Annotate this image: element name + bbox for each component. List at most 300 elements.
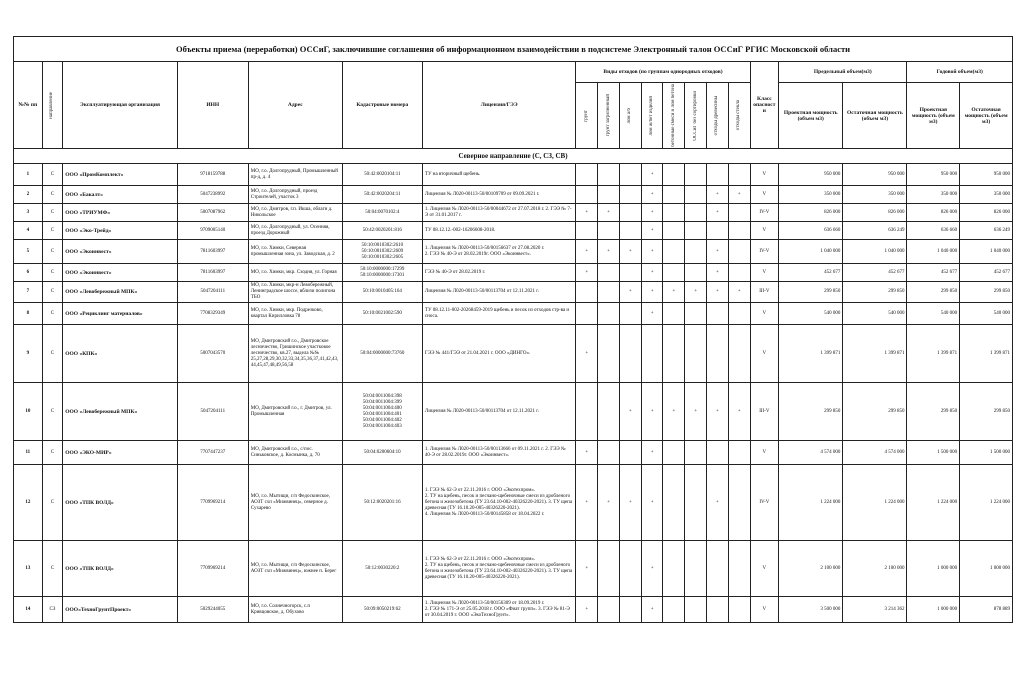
row-waste-mark — [685, 264, 707, 282]
header-waste-col — [728, 83, 750, 149]
header-remaining-max: Остаточная мощность (объем м3) — [843, 83, 907, 149]
row-cadastral: 50:10:0010302:2610 50:10:0010302:2609 50:10:0010302:2605 — [342, 240, 422, 264]
row-hazard-class: V — [750, 264, 779, 282]
row-waste-mark: + — [707, 465, 729, 541]
row-waste-mark — [619, 264, 641, 282]
document-title: Объекты приема (переработки) ОССиГ, заключившие соглашения об информационном взаимодействии в подсистеме Электронный талон ОССиГ РГИС Московской области — [14, 37, 1013, 62]
row-cadastral: 50:42:0020201:816 — [342, 222, 422, 240]
row-number: 8 — [14, 303, 43, 325]
row-organization: ООО «ПромКомплект» — [63, 164, 178, 186]
waste-col-label: отходы древесины — [714, 95, 720, 136]
row-cadastral: 50:04:0000000:73760 — [342, 325, 422, 383]
row-waste-mark — [598, 303, 620, 325]
row-remaining-annual: 350 000 — [960, 186, 1013, 204]
row-organization: ООО «Левобережный МПК» — [63, 383, 178, 441]
row-design-annual: 350 000 — [907, 186, 960, 204]
row-remaining-max: 3 214 362 — [843, 597, 907, 623]
row-waste-mark — [685, 164, 707, 186]
row-inn: 7811603997 — [177, 240, 248, 264]
table-row — [14, 186, 1013, 204]
waste-col-label: грунт — [583, 109, 589, 122]
row-waste-mark — [619, 204, 641, 222]
row-waste-mark: + — [641, 164, 663, 186]
row-remaining-max: 826 000 — [843, 204, 907, 222]
row-design-annual: 299 850 — [907, 282, 960, 303]
row-inn: 5007087962 — [177, 204, 248, 222]
row-waste-mark: + — [619, 465, 641, 541]
row-direction: С — [42, 541, 63, 597]
row-address: МО, г.о. Мытищи, с/п Федоскинское, АОЗТ схп «Мижвинец», северное д. Сухарево — [248, 465, 342, 541]
row-waste-mark — [707, 597, 729, 623]
row-number: 2 — [14, 186, 43, 204]
row-waste-mark — [685, 441, 707, 465]
row-waste-mark — [685, 240, 707, 264]
row-design-annual: 1 040 000 — [907, 240, 960, 264]
header-waste-col — [576, 83, 598, 149]
document-sheet — [13, 36, 1013, 623]
row-hazard-class: V — [750, 164, 779, 186]
row-waste-mark — [598, 164, 620, 186]
row-license: ТУ 08.12.12.-002-16206608-2018. — [422, 222, 576, 240]
row-number: 6 — [14, 264, 43, 282]
row-design-max: 1 224 000 — [779, 465, 843, 541]
row-waste-mark — [598, 264, 620, 282]
row-inn: 5047238992 — [177, 186, 248, 204]
row-license: Лицензия № Л020-00113-50/00109709 от 09.09.2021 г. — [422, 186, 576, 204]
row-waste-mark — [685, 541, 707, 597]
row-waste-mark: + — [619, 282, 641, 303]
row-address: МО, г.о. Химки, мкр-н Левобережный, Ленинградское шоссе, вблизи полигона ТБО — [248, 282, 342, 303]
row-address: МО, г.о. Дмитров, г.п. Икша, облаги д. Никольское — [248, 204, 342, 222]
row-waste-mark: + — [576, 325, 598, 383]
row-waste-mark — [641, 325, 663, 383]
row-waste-mark — [598, 541, 620, 597]
row-waste-mark — [576, 303, 598, 325]
row-address: МО, г.о. Долгопрудный, Промышленный пр-д, д. 4 — [248, 164, 342, 186]
row-hazard-class: V — [750, 597, 779, 623]
row-waste-mark: + — [685, 383, 707, 441]
row-waste-mark — [728, 264, 750, 282]
row-waste-mark: + — [707, 264, 729, 282]
row-license: 1. ГЭЭ № 62-Э от 22.11.2016 г. ООО «Экотехпром». 2. ТУ на щебень, песок и песчано-щебеночные смеси из дробленого бетона и железобетона (ТУ 23.64.10-002-40326220-2021). 3. ТУ щепа древесная (ТУ 16.10.20-005-40326220-2021). — [422, 541, 576, 597]
row-license: Лицензия № Л020-00113-50/00113704 от 12.11.2021 г. — [422, 383, 576, 441]
row-inn: 7709969214 — [177, 465, 248, 541]
row-number: 12 — [14, 465, 43, 541]
row-remaining-max: 299 850 — [843, 383, 907, 441]
table-row — [14, 441, 1013, 465]
row-address: МО, Дмитровский г.о., Дмитровское лесничество, Гришинское участковое лесничество, кв.27, выдела №№ 25,27,28,29,30,32,33,34,35,36,37,41,42,43,44,45,47,48,49,56,58 — [248, 325, 342, 383]
row-remaining-max: 4 574 000 — [843, 441, 907, 465]
header-waste-col — [685, 83, 707, 149]
header-license: Лицензия/ГЭЭ — [422, 62, 576, 149]
row-hazard-class: V — [750, 303, 779, 325]
row-number: 4 — [14, 222, 43, 240]
row-cadastral: 50:09:0050219:62 — [342, 597, 422, 623]
row-address: МО, г.о. Химки, мкр. Сходня, ул. Горная — [248, 264, 342, 282]
row-waste-mark — [619, 441, 641, 465]
row-waste-mark — [728, 164, 750, 186]
row-design-max: 4 574 000 — [779, 441, 843, 465]
row-waste-mark: + — [641, 597, 663, 623]
row-waste-mark: + — [576, 204, 598, 222]
header-hazard: Класс опасности — [750, 62, 779, 149]
row-direction: С — [42, 282, 63, 303]
row-waste-mark: + — [598, 465, 620, 541]
row-license: 1. Лицензия № Л020-00113-50/00156309 от 18.09.2019 г. 2. ГЭЭ № 171-Э от 25.05.2018 г. ООО «Фиат групп». 3. ГЭЭ № 81-Э от 30.04.2019 г. ООО «ЭкоТехноГрунт». — [422, 597, 576, 623]
row-number: 11 — [14, 441, 43, 465]
row-design-annual: 452 677 — [907, 264, 960, 282]
header-direction-label: направление — [49, 91, 55, 119]
row-organization: ООО «Рециклинг материалов» — [63, 303, 178, 325]
row-organization: ООО «Экоинвест» — [63, 264, 178, 282]
row-waste-mark: + — [641, 282, 663, 303]
row-license: 1. ГЭЭ № 62-Э от 22.11.2016 г. ООО «Экотехпром». 2. ТУ на щебень, песок и песчано-щебеночные смеси из дробленого бетона и железобетона (ТУ 23.64.10-002-40326220-2021). 3. ТУ щепа древесная (ТУ 16.10.20-005-40326220-2021). 4. Лицензия № Л020-00113-50/00145858 от 18.04.2022 г. — [422, 465, 576, 541]
row-design-annual: 299 850 — [907, 383, 960, 441]
row-organization: ООО «КПК» — [63, 325, 178, 383]
row-license: ГЭЭ № 40-Э от 28.02.2019 г. — [422, 264, 576, 282]
header-inn: ИНН — [177, 62, 248, 149]
section-heading: Северное направление (С, СЗ, СВ) — [14, 149, 1013, 164]
row-waste-mark: + — [707, 186, 729, 204]
waste-col-label: лом а/б — [627, 107, 633, 124]
waste-col-label: грунт загрязнённый — [605, 94, 611, 137]
row-waste-mark — [707, 325, 729, 383]
row-waste-mark: + — [641, 441, 663, 465]
row-remaining-annual: 1 040 000 — [960, 240, 1013, 264]
row-waste-mark: + — [707, 383, 729, 441]
row-waste-mark — [728, 240, 750, 264]
row-hazard-class: V — [750, 441, 779, 465]
row-cadastral: 50:10:0000000:17299 50:10:0000000:17301 — [342, 264, 422, 282]
table-row — [14, 541, 1013, 597]
row-organization: ООО «ТПК ВОЛД» — [63, 541, 178, 597]
row-waste-mark: + — [707, 204, 729, 222]
row-hazard-class: V — [750, 186, 779, 204]
header-cadastral: Кадастровые номера — [342, 62, 422, 149]
row-inn: 7707447237 — [177, 441, 248, 465]
table-row — [14, 204, 1013, 222]
row-design-annual: 1 000 000 — [907, 597, 960, 623]
row-remaining-annual: 878 889 — [960, 597, 1013, 623]
header-waste-col — [598, 83, 620, 149]
header-direction — [42, 62, 63, 149]
row-address: МО, г.о. Мытищи, с/п Федоскинское, АОЗТ схп «Мижвинец», южнее п. Берег — [248, 541, 342, 597]
row-cadastral: 50:10:0021002:590 — [342, 303, 422, 325]
row-waste-mark — [685, 186, 707, 204]
row-waste-mark — [663, 465, 685, 541]
row-design-max: 826 000 — [779, 204, 843, 222]
row-waste-mark — [728, 222, 750, 240]
row-waste-mark: + — [576, 441, 598, 465]
objects-table — [13, 36, 1013, 623]
row-design-max: 950 000 — [779, 164, 843, 186]
row-address: МО, Дмитровский г.о., г. Дмитров, ул. Промышленная — [248, 383, 342, 441]
row-remaining-max: 540 000 — [843, 303, 907, 325]
row-direction: С — [42, 441, 63, 465]
row-waste-mark — [728, 465, 750, 541]
row-remaining-annual: 1 224 000 — [960, 465, 1013, 541]
row-waste-mark: + — [641, 465, 663, 541]
table-row — [14, 465, 1013, 541]
row-direction: СЗ — [42, 597, 63, 623]
row-waste-mark: + — [641, 186, 663, 204]
header-max-volume: Предельный объем(м3) — [779, 62, 907, 83]
header-design-annual: Проектная мощность (объем м3) — [907, 83, 960, 149]
row-waste-mark: + — [641, 222, 663, 240]
table-row — [14, 240, 1013, 264]
row-inn: 5029244055 — [177, 597, 248, 623]
row-direction: С — [42, 383, 63, 441]
row-design-annual: 826 000 — [907, 204, 960, 222]
row-waste-mark — [728, 204, 750, 222]
table-row — [14, 164, 1013, 186]
row-design-max: 540 000 — [779, 303, 843, 325]
row-waste-mark: + — [685, 282, 707, 303]
row-waste-mark — [576, 186, 598, 204]
row-waste-mark — [728, 597, 750, 623]
row-remaining-annual: 452 677 — [960, 264, 1013, 282]
row-design-annual: 950 000 — [907, 164, 960, 186]
row-direction: С — [42, 465, 63, 541]
row-license: 1. Лицензия № Л020-00113-50/00044672 от 27.07.2018 г. 2. ГЭЭ № 7-Э от 31.01.2017 г. — [422, 204, 576, 222]
row-number: 5 — [14, 240, 43, 264]
row-license: ТУ на вторичный щебень. — [422, 164, 576, 186]
row-organization: ООО «ЭКО-МИР» — [63, 441, 178, 465]
row-address: МО, г.о. Солнечногорск, с.п Кривцовское, д. Обухово — [248, 597, 342, 623]
row-waste-mark: + — [598, 240, 620, 264]
row-organization: ООО «Бакалт» — [63, 186, 178, 204]
row-waste-mark: + — [641, 204, 663, 222]
row-design-annual: 636 660 — [907, 222, 960, 240]
row-waste-mark — [598, 282, 620, 303]
row-hazard-class: III-V — [750, 282, 779, 303]
row-waste-mark — [707, 164, 729, 186]
waste-col-label: отходы стекла — [736, 100, 742, 131]
header-design-max: Проектная мощность (объем м3) — [779, 83, 843, 149]
row-waste-mark — [663, 441, 685, 465]
row-hazard-class: IV-V — [750, 465, 779, 541]
row-waste-mark: + — [641, 541, 663, 597]
row-remaining-annual: 299 850 — [960, 282, 1013, 303]
row-waste-mark — [728, 325, 750, 383]
row-hazard-class: V — [750, 325, 779, 383]
row-direction: С — [42, 164, 63, 186]
row-remaining-max: 452 677 — [843, 264, 907, 282]
row-waste-mark: + — [576, 264, 598, 282]
row-address: МО, г.о. Химки, Северная промышленная зона, ул. Заводская, д. 2 — [248, 240, 342, 264]
row-design-max: 299 850 — [779, 383, 843, 441]
row-waste-mark — [576, 164, 598, 186]
row-waste-mark — [728, 303, 750, 325]
row-waste-mark — [663, 186, 685, 204]
row-waste-mark — [663, 597, 685, 623]
row-waste-mark — [598, 441, 620, 465]
row-organization: ООО «Левобережный МПК» — [63, 282, 178, 303]
row-design-max: 636 660 — [779, 222, 843, 240]
row-hazard-class: V — [750, 222, 779, 240]
row-number: 3 — [14, 204, 43, 222]
row-license: ТУ 08.12.11-002-20268459-2019 щебень и песок из отходов стр-ва и сноса. — [422, 303, 576, 325]
row-remaining-max: 1 224 000 — [843, 465, 907, 541]
row-remaining-max: 1 040 000 — [843, 240, 907, 264]
table-row — [14, 282, 1013, 303]
table-row — [14, 222, 1013, 240]
row-waste-mark — [576, 282, 598, 303]
table-row — [14, 264, 1013, 282]
row-waste-mark — [598, 383, 620, 441]
row-waste-mark — [598, 597, 620, 623]
row-license: ГЭЭ № 441/ГЭЭ от 21.04.2021 г. ООО «ДИНГО». — [422, 325, 576, 383]
row-waste-mark — [685, 325, 707, 383]
row-inn: 7811603997 — [177, 264, 248, 282]
table-row — [14, 325, 1013, 383]
header-waste-col — [663, 83, 685, 149]
row-number: 10 — [14, 383, 43, 441]
table-row — [14, 597, 1013, 623]
row-address: МО, г.о. Долгопрудный, проезд Строителей, участок 3 — [248, 186, 342, 204]
header-address: Адрес — [248, 62, 342, 149]
row-waste-mark — [663, 164, 685, 186]
row-waste-mark: + — [707, 282, 729, 303]
row-cadastral: 50:04:0200604:10 — [342, 441, 422, 465]
row-waste-mark — [619, 541, 641, 597]
row-hazard-class: III-V — [750, 383, 779, 441]
row-waste-mark — [598, 222, 620, 240]
row-organization: ООО «ТРИУМФ» — [63, 204, 178, 222]
row-direction: С — [42, 186, 63, 204]
row-waste-mark — [576, 383, 598, 441]
row-address: МО, г.о. Долгопрудный, ул. Осенняя, проезд Дорожный — [248, 222, 342, 240]
row-waste-mark: + — [728, 186, 750, 204]
row-license: 1. Лицензия № Л020-00113-50/00156637 от 27.08.2020 г. 2. ГЭЭ № 40-Э от 28.02.2019г. ООО «Экоинвест». — [422, 240, 576, 264]
row-waste-mark: + — [576, 541, 598, 597]
row-waste-mark — [576, 222, 598, 240]
row-design-annual: 1 399 871 — [907, 325, 960, 383]
row-address: МО, Дмитровский г.о., с/пос. Синьковское, д. Космынка, д. 70 — [248, 441, 342, 465]
row-design-max: 350 000 — [779, 186, 843, 204]
row-waste-mark: + — [728, 383, 750, 441]
row-license: Лицензия № Л020-00113-50/00113704 от 12.11.2021 г. — [422, 282, 576, 303]
row-waste-mark — [663, 222, 685, 240]
row-number: 13 — [14, 541, 43, 597]
row-waste-mark — [619, 164, 641, 186]
row-number: 1 — [14, 164, 43, 186]
header-waste-col — [641, 83, 663, 149]
header-waste-col — [619, 83, 641, 149]
row-waste-mark: + — [663, 383, 685, 441]
row-waste-mark — [619, 222, 641, 240]
row-remaining-annual: 299 850 — [960, 383, 1013, 441]
row-number: 9 — [14, 325, 43, 383]
row-waste-mark: + — [598, 204, 620, 222]
row-waste-mark: + — [641, 303, 663, 325]
row-design-max: 299 850 — [779, 282, 843, 303]
row-design-annual: 540 000 — [907, 303, 960, 325]
row-direction: С — [42, 240, 63, 264]
row-waste-mark — [663, 240, 685, 264]
row-waste-mark: + — [576, 597, 598, 623]
row-waste-mark: + — [641, 383, 663, 441]
row-inn: 9718159788 — [177, 164, 248, 186]
row-waste-mark: + — [663, 282, 685, 303]
row-design-annual: 1 000 000 — [907, 541, 960, 597]
row-direction: С — [42, 303, 63, 325]
row-waste-mark: + — [619, 240, 641, 264]
row-remaining-max: 1 399 871 — [843, 325, 907, 383]
row-remaining-max: 299 850 — [843, 282, 907, 303]
row-remaining-annual: 1 000 000 — [960, 541, 1013, 597]
row-remaining-max: 636 249 — [843, 222, 907, 240]
row-cadastral: 50:42:0020104:11 — [342, 164, 422, 186]
row-cadastral: 50:10:0010405:164 — [342, 282, 422, 303]
row-waste-mark — [685, 597, 707, 623]
row-waste-mark — [685, 465, 707, 541]
header-remaining-annual: Остаточная мощность (объем м3) — [960, 83, 1013, 149]
row-waste-mark — [685, 222, 707, 240]
row-inn: 5007043570 — [177, 325, 248, 383]
row-waste-mark — [707, 541, 729, 597]
row-waste-mark — [707, 303, 729, 325]
row-hazard-class: V — [750, 541, 779, 597]
row-waste-mark — [728, 441, 750, 465]
row-direction: С — [42, 204, 63, 222]
row-waste-mark — [685, 204, 707, 222]
row-waste-mark — [619, 186, 641, 204]
row-remaining-annual: 826 000 — [960, 204, 1013, 222]
row-number: 14 — [14, 597, 43, 623]
row-organization: ООО «Эко-Трейд» — [63, 222, 178, 240]
header-org: Эксплуатирующая организация — [63, 62, 178, 149]
row-waste-mark: + — [619, 383, 641, 441]
row-waste-mark — [619, 597, 641, 623]
row-waste-mark: + — [641, 240, 663, 264]
waste-col-label: лом ж/бет изделий — [649, 95, 655, 136]
row-waste-mark — [663, 204, 685, 222]
header-waste-types: Виды отходов (по группам однородных отходов) — [576, 62, 750, 83]
row-waste-mark — [598, 325, 620, 383]
header-num: №№ пп — [14, 62, 43, 149]
row-number: 7 — [14, 282, 43, 303]
row-remaining-max: 350 000 — [843, 186, 907, 204]
row-design-annual: 1 224 000 — [907, 465, 960, 541]
row-remaining-annual: 540 000 — [960, 303, 1013, 325]
row-organization: ООО «Экоинвест» — [63, 240, 178, 264]
row-waste-mark — [728, 541, 750, 597]
row-cadastral: 50:12:0030220:2 — [342, 541, 422, 597]
waste-col-label: бетонные смеси и лом бетона — [670, 84, 676, 147]
row-waste-mark: + — [728, 282, 750, 303]
row-inn: 7709969214 — [177, 541, 248, 597]
row-remaining-annual: 1 500 000 — [960, 441, 1013, 465]
row-waste-mark: + — [641, 264, 663, 282]
row-design-annual: 1 500 000 — [907, 441, 960, 465]
row-waste-mark — [663, 541, 685, 597]
row-inn: 5047204111 — [177, 383, 248, 441]
row-waste-mark — [663, 303, 685, 325]
row-waste-mark — [619, 325, 641, 383]
row-waste-mark: + — [707, 240, 729, 264]
row-inn: 7708329349 — [177, 303, 248, 325]
row-hazard-class: IV-V — [750, 204, 779, 222]
row-waste-mark — [619, 303, 641, 325]
row-design-max: 3 500 000 — [779, 597, 843, 623]
row-remaining-annual: 950 000 — [960, 164, 1013, 186]
row-waste-mark — [663, 325, 685, 383]
row-cadastral: 50:42:0020204:11 — [342, 186, 422, 204]
row-license: 1. Лицензия № Л020-00113-50/00113666 от 09.11.2021 г. 2. ГЭЭ № 40-Э от 28.02.2019г. ООО «Экоинвест». — [422, 441, 576, 465]
row-waste-mark — [707, 441, 729, 465]
row-design-max: 1 040 000 — [779, 240, 843, 264]
